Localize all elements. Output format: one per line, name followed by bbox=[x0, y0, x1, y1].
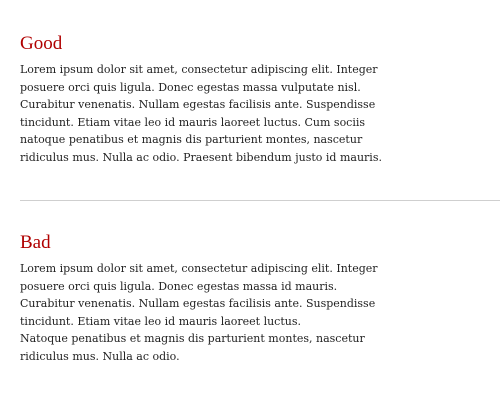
bad-paragraph-line: Natoque penatibus et magnis dis parturient montes, nascetur bbox=[20, 332, 365, 345]
good-example-section bbox=[20, 33, 400, 166]
bad-paragraph-line: Curabitur venenatis. Nullam egestas facilisis ante. Suspendisse bbox=[20, 297, 376, 310]
good-paragraph-line: tincidunt. Etiam vitae leo id mauris laoreet luctus. Cum sociis bbox=[20, 115, 366, 129]
good-paragraph-line: Curabitur venenatis. Nullam egestas facilisis ante. Suspendisse bbox=[20, 98, 376, 111]
bad-paragraph-line: posuere orci quis ligula. Donec egestas massa id mauris. bbox=[20, 279, 338, 293]
good-paragraph-line: Lorem ipsum dolor sit amet, consectetur adipiscing elit. Integer bbox=[20, 63, 378, 76]
good-paragraph-line: natoque penatibus et magnis dis parturient montes, nascetur bbox=[20, 133, 363, 146]
bad-paragraph-line: tincidunt. Etiam vitae leo id mauris laoreet luctus. bbox=[20, 314, 301, 328]
bad-example-section bbox=[20, 232, 400, 365]
bad-paragraph-line: Lorem ipsum dolor sit amet, consectetur adipiscing elit. Integer bbox=[20, 262, 378, 275]
section-divider bbox=[20, 200, 500, 201]
good-paragraph-line: posuere orci quis ligula. Donec egestas massa vulputate nisl. bbox=[20, 80, 361, 94]
good-paragraph bbox=[20, 61, 400, 166]
bad-paragraph bbox=[20, 260, 400, 365]
bad-heading: Bad bbox=[20, 232, 51, 253]
bad-paragraph-line: ridiculus mus. Nulla ac odio. bbox=[20, 349, 180, 363]
good-paragraph-line: ridiculus mus. Nulla ac odio. Praesent bibendum justo id mauris. bbox=[20, 150, 382, 164]
good-heading: Good bbox=[20, 33, 63, 54]
